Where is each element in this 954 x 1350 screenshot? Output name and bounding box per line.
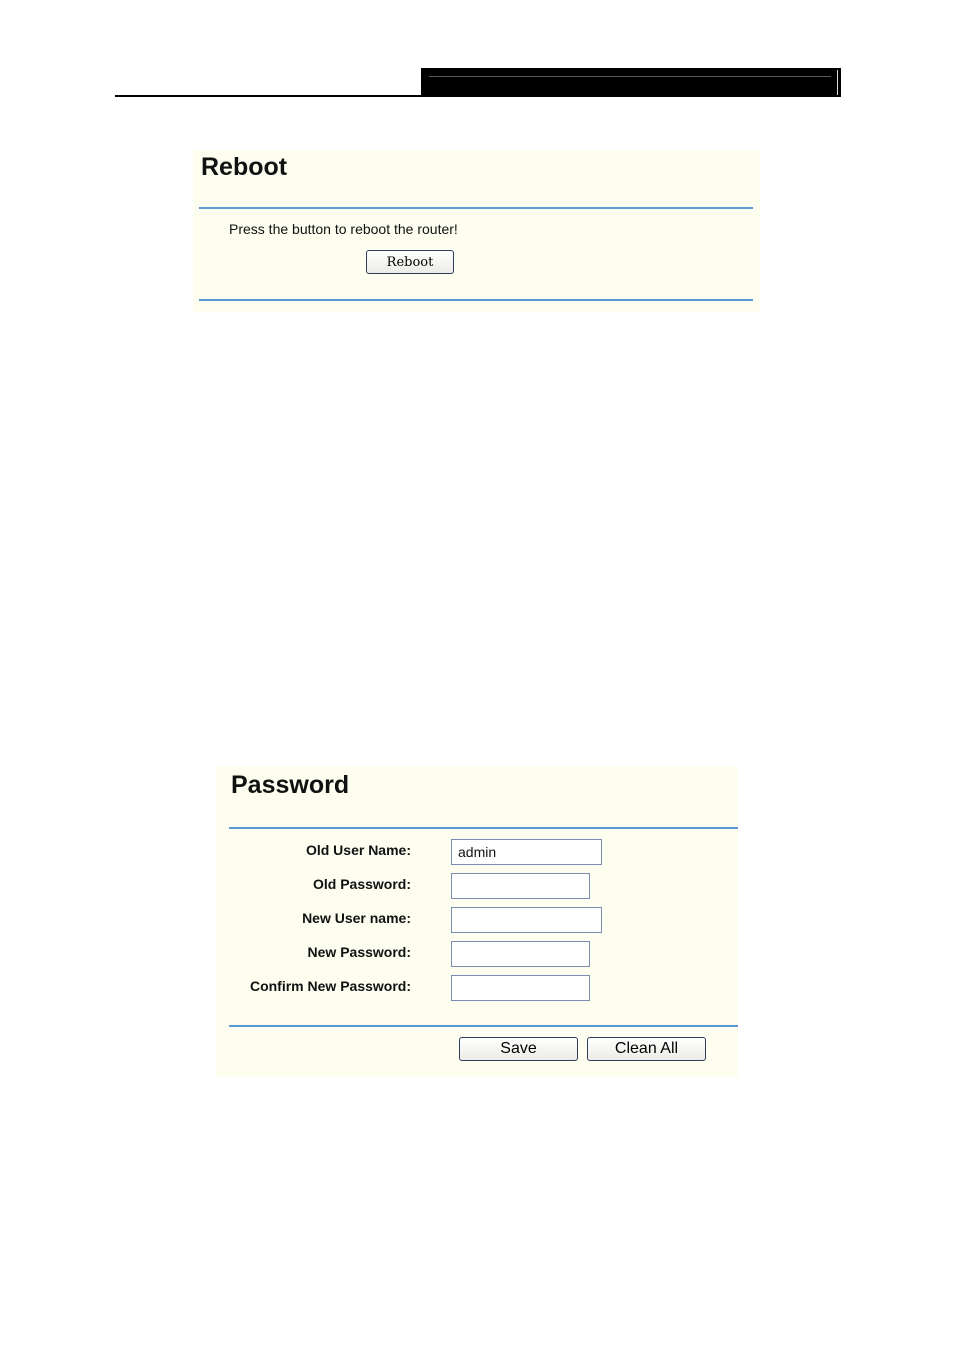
new-password-label: New Password: <box>307 944 411 960</box>
password-panel <box>216 766 738 1077</box>
new-password-input[interactable] <box>451 941 590 967</box>
old-user-name-label: Old User Name: <box>305 842 411 858</box>
clean-all-button[interactable]: Clean All <box>587 1037 706 1061</box>
old-user-name-input[interactable] <box>451 839 602 865</box>
page-header-bar-inner-line <box>429 76 831 77</box>
confirm-new-password-label: Confirm New Password: <box>249 978 411 994</box>
new-user-name-input[interactable] <box>451 907 602 933</box>
old-password-input[interactable] <box>451 873 590 899</box>
reboot-top-divider <box>199 207 753 209</box>
password-bottom-divider <box>229 1025 738 1027</box>
password-title: Password <box>231 771 350 799</box>
page-header-bar <box>421 68 841 97</box>
reboot-title: Reboot <box>201 153 288 181</box>
old-password-label: Old Password: <box>312 876 411 892</box>
reboot-bottom-divider <box>199 299 753 301</box>
new-user-name-label: New User name: <box>302 910 411 926</box>
page-header-bar-edge <box>837 70 838 95</box>
confirm-new-password-input[interactable] <box>451 975 590 1001</box>
reboot-message: Press the button to reboot the router! <box>229 221 458 237</box>
reboot-panel <box>193 150 760 312</box>
save-button[interactable]: Save <box>459 1037 578 1061</box>
reboot-button[interactable]: Reboot <box>366 250 454 274</box>
password-top-divider <box>229 827 738 829</box>
